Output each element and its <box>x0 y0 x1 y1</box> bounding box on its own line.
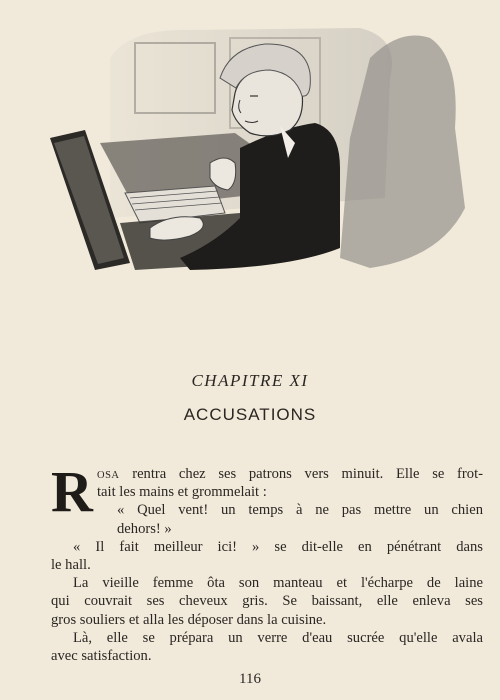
text-line: dehors! » <box>117 520 172 537</box>
chapter-number: CHAPITRE XI <box>191 371 309 390</box>
text-line: La vieille femme ôta son manteau et l'écharpe de laine <box>73 575 483 592</box>
text-line: Là, elle se prépara un verre d'eau sucrée qu'elle avala <box>73 629 483 646</box>
drop-cap: R <box>51 459 93 524</box>
text-line: gros souliers et alla les déposer dans la cuisine. <box>51 611 327 628</box>
body-text <box>51 459 483 665</box>
text-line: avec satisfaction. <box>51 647 152 664</box>
text-line: qui couvrait ses cheveux gris. Se baissant, elle enleva ses <box>51 593 483 610</box>
chapter-illustration <box>40 18 480 280</box>
small-caps-word: OSA <box>97 470 120 481</box>
text-line: « Il fait meilleur ici! » se dit-elle en pénétrant dans <box>73 538 483 555</box>
text-line: OSA rentra chez ses patrons vers minuit. Elle se frot- <box>97 466 483 482</box>
chapter-title: ACCUSATIONS <box>183 405 317 424</box>
text-line: tait les mains et grommelait : <box>97 484 267 501</box>
text-line: « Quel vent! un temps à ne pas mettre un chien <box>117 502 483 519</box>
page-number: 116 <box>239 671 261 687</box>
text-line: le hall. <box>51 556 91 573</box>
